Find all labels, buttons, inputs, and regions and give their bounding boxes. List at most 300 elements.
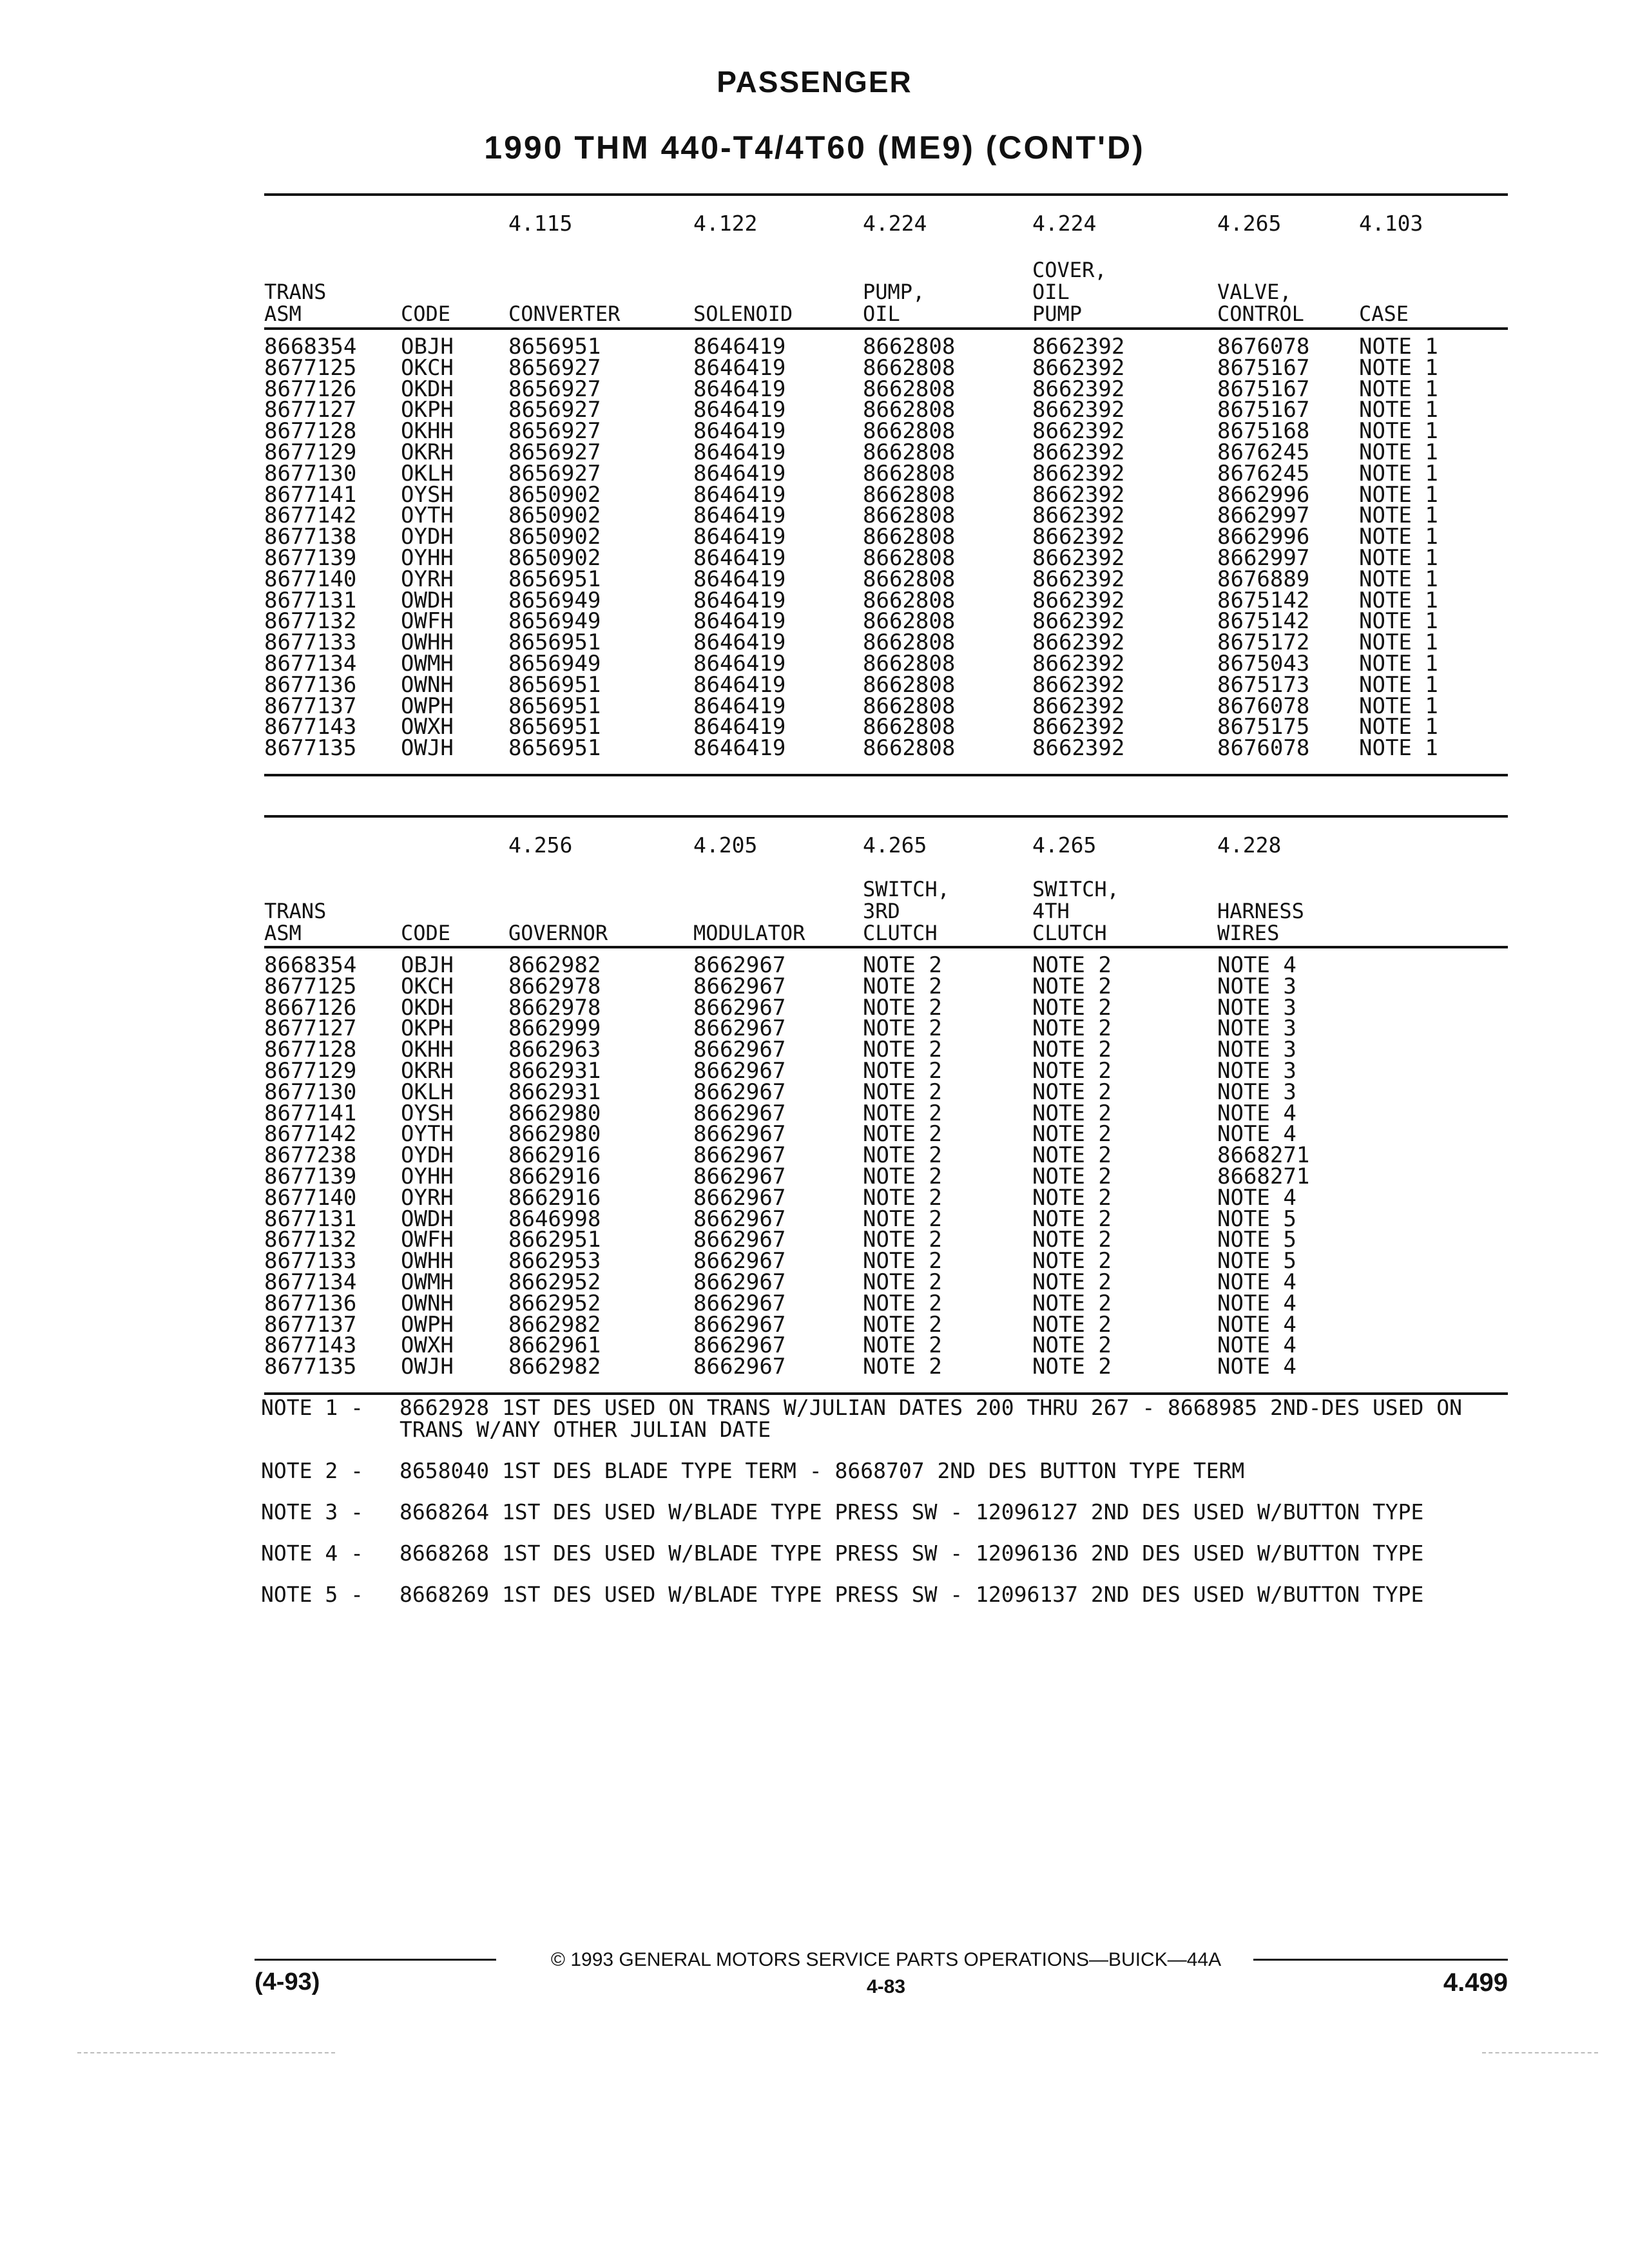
table-cell: OKLH (401, 460, 454, 486)
table-cell: 8662392 (1032, 481, 1125, 508)
table-cell: NOTE 2 (863, 1311, 942, 1338)
table-cell (1359, 976, 1443, 997)
table-cell: 8646419 (693, 587, 786, 613)
table-cell: 8662967 (693, 1206, 786, 1232)
table-cell: 8677125 (264, 973, 357, 999)
table-cell: 8677129 (264, 1057, 357, 1084)
table-cell: 8656927 (508, 397, 601, 423)
table-cell: 8677125 (264, 354, 357, 381)
column-header: TRANS ASM (264, 280, 327, 326)
column-header: VALVE, CONTROL (1217, 280, 1304, 326)
table-cell: 8662808 (863, 460, 956, 486)
note-label: NOTE 5 - (261, 1582, 363, 1607)
table-cell: 8656951 (508, 566, 601, 592)
table-cell: 8662952 (508, 1290, 601, 1316)
table-cell: 8646419 (693, 671, 786, 698)
table-cell: NOTE 2 (863, 1290, 942, 1316)
page-category-title: PASSENGER (717, 65, 912, 99)
table-cell: OKDH (401, 376, 454, 402)
table-cell: 8662963 (508, 1037, 601, 1063)
table-cell: NOTE 2 (1032, 1037, 1112, 1063)
table-cell: OKRH (401, 439, 454, 465)
table-cell (1359, 955, 1443, 976)
section-ref-cell: 4.224 (1032, 211, 1097, 236)
table-cell: 8677143 (264, 714, 357, 740)
table-cell: 8656927 (508, 376, 601, 402)
table-top-rule (264, 193, 1508, 196)
table-cell: 8662808 (863, 671, 956, 698)
table-cell: 8662808 (863, 481, 956, 508)
section-ref-cell: 4.115 (508, 211, 573, 236)
table-cell: NOTE 1 (1359, 376, 1438, 402)
table-cell: 8662953 (508, 1248, 601, 1274)
table-cell: 8667126 (264, 994, 357, 1021)
table-cell: 8646419 (693, 397, 786, 423)
table-cell: 8662967 (693, 1227, 786, 1253)
table-cell (1359, 1335, 1443, 1356)
column-header: MODULATOR (693, 921, 805, 945)
table-cell: NOTE 2 (863, 973, 942, 999)
table-cell: 8662967 (693, 1079, 786, 1105)
table-cell: 8675043 (1217, 650, 1310, 677)
table-row (264, 1184, 1508, 1211)
table-cell: OKLH (401, 1079, 454, 1105)
table-cell: 8646419 (693, 460, 786, 486)
table-cell: 8662916 (508, 1184, 601, 1211)
table-cell: 8677126 (264, 376, 357, 402)
table-cell: 8646419 (693, 608, 786, 635)
notes-section (261, 1397, 1518, 1625)
table-cell: 8662392 (1032, 671, 1125, 698)
ref-row (264, 833, 1508, 858)
table-cell: 8662392 (1032, 460, 1125, 486)
table-cell: NOTE 3 (1217, 1079, 1296, 1105)
section-ref-cell (401, 833, 508, 858)
table-cell: 8677142 (264, 503, 357, 529)
table-row (264, 1079, 1508, 1105)
table-cell: 8677142 (264, 1121, 357, 1148)
table-cell: 8662392 (1032, 693, 1125, 719)
table-cell: NOTE 3 (1217, 1057, 1296, 1084)
table-cell: NOTE 3 (1217, 1037, 1296, 1063)
table-cell: OYDH (401, 1142, 454, 1169)
table-cell: 8650902 (508, 524, 601, 550)
table-cell (1359, 1187, 1443, 1209)
table-cell: OYDH (401, 524, 454, 550)
table-cell: OWFH (401, 1227, 454, 1253)
table-cell: 8662808 (863, 418, 956, 445)
table-cell (1359, 1145, 1443, 1166)
table-cell: NOTE 1 (1359, 544, 1438, 571)
table-cell: 8646419 (693, 354, 786, 381)
table-cell: NOTE 2 (1032, 973, 1112, 999)
table-cell: 8676078 (1217, 334, 1310, 360)
table-cell: 8662967 (693, 1100, 786, 1126)
table-cell: 8677127 (264, 1015, 357, 1042)
table-cell: 8656927 (508, 354, 601, 381)
note-text: 8668264 1ST DES USED W/BLADE TYPE PRESS SW - 12096127 2ND DES USED W/BUTTON TYPE (400, 1499, 1424, 1524)
table-row (264, 1057, 1508, 1084)
table-cell: 8646419 (693, 334, 786, 360)
section-ref-cell: 4.228 (1217, 832, 1282, 858)
table-cell: 8662967 (693, 994, 786, 1021)
table-cell: 8662967 (693, 1248, 786, 1274)
table-cell: NOTE 2 (863, 1248, 942, 1274)
table-cell: 8646419 (693, 693, 786, 719)
table-cell (1359, 1103, 1443, 1124)
table-cell: 8662392 (1032, 439, 1125, 465)
table-cell: OKHH (401, 418, 454, 445)
note-text: 8658040 1ST DES BLADE TYPE TERM - 8668707 2ND DES BUTTON TYPE TERM (400, 1458, 1245, 1483)
table-cell: 8677138 (264, 524, 357, 550)
table-cell: 8675167 (1217, 397, 1310, 423)
table-cell: 8662808 (863, 693, 956, 719)
table-cell: NOTE 2 (863, 1079, 942, 1105)
section-ref-cell: 4.265 (1032, 832, 1097, 858)
note-label: NOTE 4 - (261, 1541, 363, 1566)
table-cell: 8646419 (693, 650, 786, 677)
note-label: NOTE 1 - (261, 1395, 363, 1420)
table-cell: NOTE 1 (1359, 418, 1438, 445)
table-cell: 8662392 (1032, 735, 1125, 762)
table-cell: 8646419 (693, 629, 786, 656)
table-cell: 8676245 (1217, 439, 1310, 465)
section-ref-cell: 4.103 (1359, 211, 1423, 236)
table-cell: NOTE 1 (1359, 397, 1438, 423)
table-cell: OKRH (401, 1057, 454, 1084)
table-cell: 8656949 (508, 650, 601, 677)
table-cell: NOTE 1 (1359, 735, 1438, 762)
table-cell: OWDH (401, 587, 454, 613)
table-cell: NOTE 4 (1217, 1184, 1296, 1211)
table-cell: NOTE 1 (1359, 693, 1438, 719)
footer-rule-left (255, 1959, 496, 1961)
table-cell: 8677141 (264, 481, 357, 508)
footer-page-number: 4-83 (866, 1976, 906, 1997)
table-cell: NOTE 4 (1217, 1290, 1296, 1316)
table-cell: 8650902 (508, 503, 601, 529)
table-cell: 8662808 (863, 608, 956, 635)
table-cell: NOTE 2 (863, 1206, 942, 1232)
table-cell: OWNH (401, 671, 454, 698)
table-cell: NOTE 2 (1032, 1354, 1112, 1380)
table-cell: 8646998 (508, 1206, 601, 1232)
table-cell: NOTE 3 (1217, 973, 1296, 999)
table-cell (1359, 1082, 1443, 1103)
column-header: CONVERTER (508, 302, 621, 326)
table-cell: 8677136 (264, 671, 357, 698)
table-cell: 8677134 (264, 650, 357, 677)
section-ref-cell (401, 211, 508, 236)
table-cell (1359, 1251, 1443, 1272)
table-cell: OKPH (401, 397, 454, 423)
table-cell: NOTE 2 (1032, 1121, 1112, 1148)
section-ref-cell: 4.265 (863, 832, 927, 858)
table-cell: 8662392 (1032, 334, 1125, 360)
table-cell: 8662980 (508, 1100, 601, 1126)
table-cell: 8677137 (264, 1311, 357, 1338)
table-cell: 8662392 (1032, 376, 1125, 402)
table-cell: OWHH (401, 1248, 454, 1274)
table-cell: OKCH (401, 354, 454, 381)
table-row (264, 439, 1508, 465)
table-cell: NOTE 2 (863, 1227, 942, 1253)
table-cell (1359, 1356, 1443, 1378)
table-cell: 8662808 (863, 354, 956, 381)
table-row (264, 460, 1508, 486)
table-cell (1359, 1209, 1443, 1230)
table-cell: OYSH (401, 1100, 454, 1126)
table-cell: 8662392 (1032, 629, 1125, 656)
table-cell: NOTE 1 (1359, 566, 1438, 592)
table-cell: NOTE 2 (1032, 1332, 1112, 1359)
table-cell: NOTE 2 (863, 1354, 942, 1380)
table-cell: 8646419 (693, 418, 786, 445)
note-5 (261, 1584, 1518, 1606)
table-cell: 8675167 (1217, 376, 1310, 402)
table-cell: NOTE 2 (1032, 1311, 1112, 1338)
table-cell: 8656927 (508, 418, 601, 445)
table-cell: 8662808 (863, 439, 956, 465)
table-cell: 8677128 (264, 1037, 357, 1063)
table-cell: 8662392 (1032, 608, 1125, 635)
table-cell: 8662996 (1217, 524, 1310, 550)
header-rule (264, 946, 1508, 948)
table-cell: 8662980 (508, 1121, 601, 1148)
table-cell: OWXH (401, 714, 454, 740)
table-cell: 8662967 (693, 952, 786, 978)
table-cell: 8662808 (863, 714, 956, 740)
table-cell: NOTE 4 (1217, 1332, 1296, 1359)
table-cell: 8677140 (264, 1184, 357, 1211)
table-cell: 8662967 (693, 1354, 786, 1380)
table-cell: NOTE 2 (863, 1100, 942, 1126)
table-cell: NOTE 2 (1032, 1227, 1112, 1253)
table-cell: 8656951 (508, 693, 601, 719)
table-row (264, 354, 1508, 381)
table-cell: OKPH (401, 1015, 454, 1042)
table-cell: 8646419 (693, 439, 786, 465)
table-row (264, 566, 1508, 592)
table-cell: 8677139 (264, 544, 357, 571)
note-text: 8668269 1ST DES USED W/BLADE TYPE PRESS SW - 12096137 2ND DES USED W/BUTTON TYPE (400, 1582, 1424, 1607)
ref-row (264, 211, 1508, 236)
table-cell: OBJH (401, 334, 454, 360)
table-cell: OBJH (401, 952, 454, 978)
note-3 (261, 1501, 1518, 1523)
table-row (264, 1163, 1508, 1189)
table-cell: 8662392 (1032, 524, 1125, 550)
table-cell: 8656949 (508, 587, 601, 613)
table-cell: 8662808 (863, 629, 956, 656)
table-cell: OWJH (401, 1354, 454, 1380)
table-body (264, 334, 1508, 762)
note-text: 8668268 1ST DES USED W/BLADE TYPE PRESS SW - 12096136 2ND DES USED W/BUTTON TYPE (400, 1541, 1424, 1566)
note-label: NOTE 2 - (261, 1458, 363, 1483)
table-cell: NOTE 1 (1359, 524, 1438, 550)
table-cell: 8662392 (1032, 650, 1125, 677)
table-cell: 8662967 (693, 1057, 786, 1084)
table-cell: 8662997 (1217, 544, 1310, 571)
table-cell: NOTE 1 (1359, 629, 1438, 656)
table-top-rule (264, 815, 1508, 818)
table-cell: OWMH (401, 650, 454, 677)
table-cell: 8677133 (264, 1248, 357, 1274)
column-header: GOVERNOR (508, 921, 608, 945)
table-cell: OWJH (401, 735, 454, 762)
table-cell: NOTE 2 (863, 1142, 942, 1169)
table-cell: NOTE 5 (1217, 1206, 1296, 1232)
table-cell: OKCH (401, 973, 454, 999)
table-cell: NOTE 1 (1359, 481, 1438, 508)
header-rule (264, 327, 1508, 330)
table-cell: 8668271 (1217, 1142, 1310, 1169)
footer-copyright: © 1993 GENERAL MOTORS SERVICE PARTS OPERATIONS—BUICK—44A (550, 1949, 1222, 1970)
scan-artifact-right (1482, 2052, 1598, 2053)
table-cell: 8677131 (264, 1206, 357, 1232)
table-cell: 8662808 (863, 503, 956, 529)
table-cell: NOTE 2 (1032, 1206, 1112, 1232)
table-cell: 8662952 (508, 1269, 601, 1295)
table-cell: 8675167 (1217, 354, 1310, 381)
table-cell: 8677131 (264, 587, 357, 613)
section-ref-cell (264, 833, 401, 858)
table-bottom-rule (264, 774, 1508, 776)
table-cell: 8662967 (693, 1163, 786, 1189)
table-cell: NOTE 5 (1217, 1248, 1296, 1274)
table-cell: OKDH (401, 994, 454, 1021)
table-cell: NOTE 3 (1217, 994, 1296, 1021)
table-cell: 8677134 (264, 1269, 357, 1295)
table-cell: 8656949 (508, 608, 601, 635)
section-ref-cell (264, 211, 401, 236)
table-cell: NOTE 2 (1032, 1269, 1112, 1295)
footer-date: (4-93) (255, 1968, 320, 1995)
table-cell: 8677132 (264, 608, 357, 635)
table-cell: 8662997 (1217, 503, 1310, 529)
table-cell: 8677141 (264, 1100, 357, 1126)
page-title: 1990 THM 440-T4/4T60 (ME9) (CONT'D) (484, 130, 1145, 166)
table-cell: 8677238 (264, 1142, 357, 1169)
table-cell: NOTE 4 (1217, 1354, 1296, 1380)
table-body (264, 952, 1508, 1380)
table-cell: NOTE 1 (1359, 714, 1438, 740)
table-cell: OWPH (401, 693, 454, 719)
table-cell: 8662931 (508, 1079, 601, 1105)
table-cell (1359, 1229, 1443, 1251)
table-cell: 8662967 (693, 1121, 786, 1148)
table-row (264, 1290, 1508, 1316)
table-cell: NOTE 2 (1032, 1079, 1112, 1105)
table-cell: NOTE 1 (1359, 439, 1438, 465)
table-cell: OWDH (401, 1206, 454, 1232)
table-cell: 8656927 (508, 460, 601, 486)
section-ref-cell (1359, 833, 1443, 858)
table-cell: 8662967 (693, 1290, 786, 1316)
column-header: CODE (401, 302, 451, 326)
note-4 (261, 1542, 1518, 1564)
column-header: SWITCH, 4TH CLUTCH (1032, 877, 1119, 945)
table-cell: 8677139 (264, 1163, 357, 1189)
table-cell: 8662808 (863, 650, 956, 677)
table-cell: 8662392 (1032, 354, 1125, 381)
section-ref-cell: 4.256 (508, 832, 573, 858)
table-cell: 8662978 (508, 994, 601, 1021)
table-cell: 8677127 (264, 397, 357, 423)
table-cell: NOTE 1 (1359, 503, 1438, 529)
footer-rule-right (1253, 1959, 1508, 1961)
table-cell: NOTE 2 (1032, 1100, 1112, 1126)
table-cell: OYTH (401, 1121, 454, 1148)
table-cell (1359, 1124, 1443, 1145)
table-cell: 8656927 (508, 439, 601, 465)
scan-artifact-left (77, 2052, 335, 2053)
table-cell: 8677137 (264, 693, 357, 719)
table-cell: 8662392 (1032, 503, 1125, 529)
table-cell: 8656951 (508, 671, 601, 698)
table-cell: 8662392 (1032, 714, 1125, 740)
table-cell: 8677136 (264, 1290, 357, 1316)
table-cell: 8662808 (863, 397, 956, 423)
table-cell: 8646419 (693, 503, 786, 529)
table-cell: 8675142 (1217, 587, 1310, 613)
table-cell: 8675142 (1217, 608, 1310, 635)
table-cell: 8656951 (508, 629, 601, 656)
table-cell: OYRH (401, 566, 454, 592)
header-row (264, 253, 1508, 325)
table-cell: NOTE 2 (863, 952, 942, 978)
table-cell: 8668271 (1217, 1163, 1310, 1189)
table-cell: NOTE 2 (863, 1057, 942, 1084)
table-cell: 8646419 (693, 714, 786, 740)
table-cell: NOTE 2 (1032, 952, 1112, 978)
column-header: HARNESS WIRES (1217, 899, 1304, 945)
table-row (264, 671, 1508, 698)
table-cell: NOTE 1 (1359, 650, 1438, 677)
column-header: SOLENOID (693, 302, 793, 326)
table-cell: OWMH (401, 1269, 454, 1295)
table-cell: 8662916 (508, 1142, 601, 1169)
note-2 (261, 1460, 1518, 1482)
table-cell (1359, 1272, 1443, 1293)
table-cell: OWFH (401, 608, 454, 635)
table-cell: 8662931 (508, 1057, 601, 1084)
table-cell: NOTE 4 (1217, 1311, 1296, 1338)
table-cell: NOTE 1 (1359, 671, 1438, 698)
table-cell: OWHH (401, 629, 454, 656)
table-cell: NOTE 2 (1032, 1163, 1112, 1189)
table-cell: NOTE 1 (1359, 334, 1438, 360)
table-cell: NOTE 1 (1359, 608, 1438, 635)
table-cell: NOTE 2 (1032, 1290, 1112, 1316)
table-cell: NOTE 2 (863, 1015, 942, 1042)
table-cell: 8662392 (1032, 544, 1125, 571)
table-cell: NOTE 2 (863, 1269, 942, 1295)
table-cell: 8677128 (264, 418, 357, 445)
table-cell: 8677133 (264, 629, 357, 656)
table-cell: NOTE 4 (1217, 952, 1296, 978)
table-cell (1359, 1314, 1443, 1336)
column-header: COVER, OIL PUMP (1032, 258, 1107, 326)
table-cell: NOTE 1 (1359, 460, 1438, 486)
table-cell: OWPH (401, 1311, 454, 1338)
section-ref-cell: 4.205 (693, 832, 758, 858)
table-cell: 8662967 (693, 1311, 786, 1338)
table-cell: NOTE 4 (1217, 1100, 1296, 1126)
table-cell: NOTE 2 (1032, 994, 1112, 1021)
table-cell: NOTE 4 (1217, 1269, 1296, 1295)
table-cell: 8662978 (508, 973, 601, 999)
